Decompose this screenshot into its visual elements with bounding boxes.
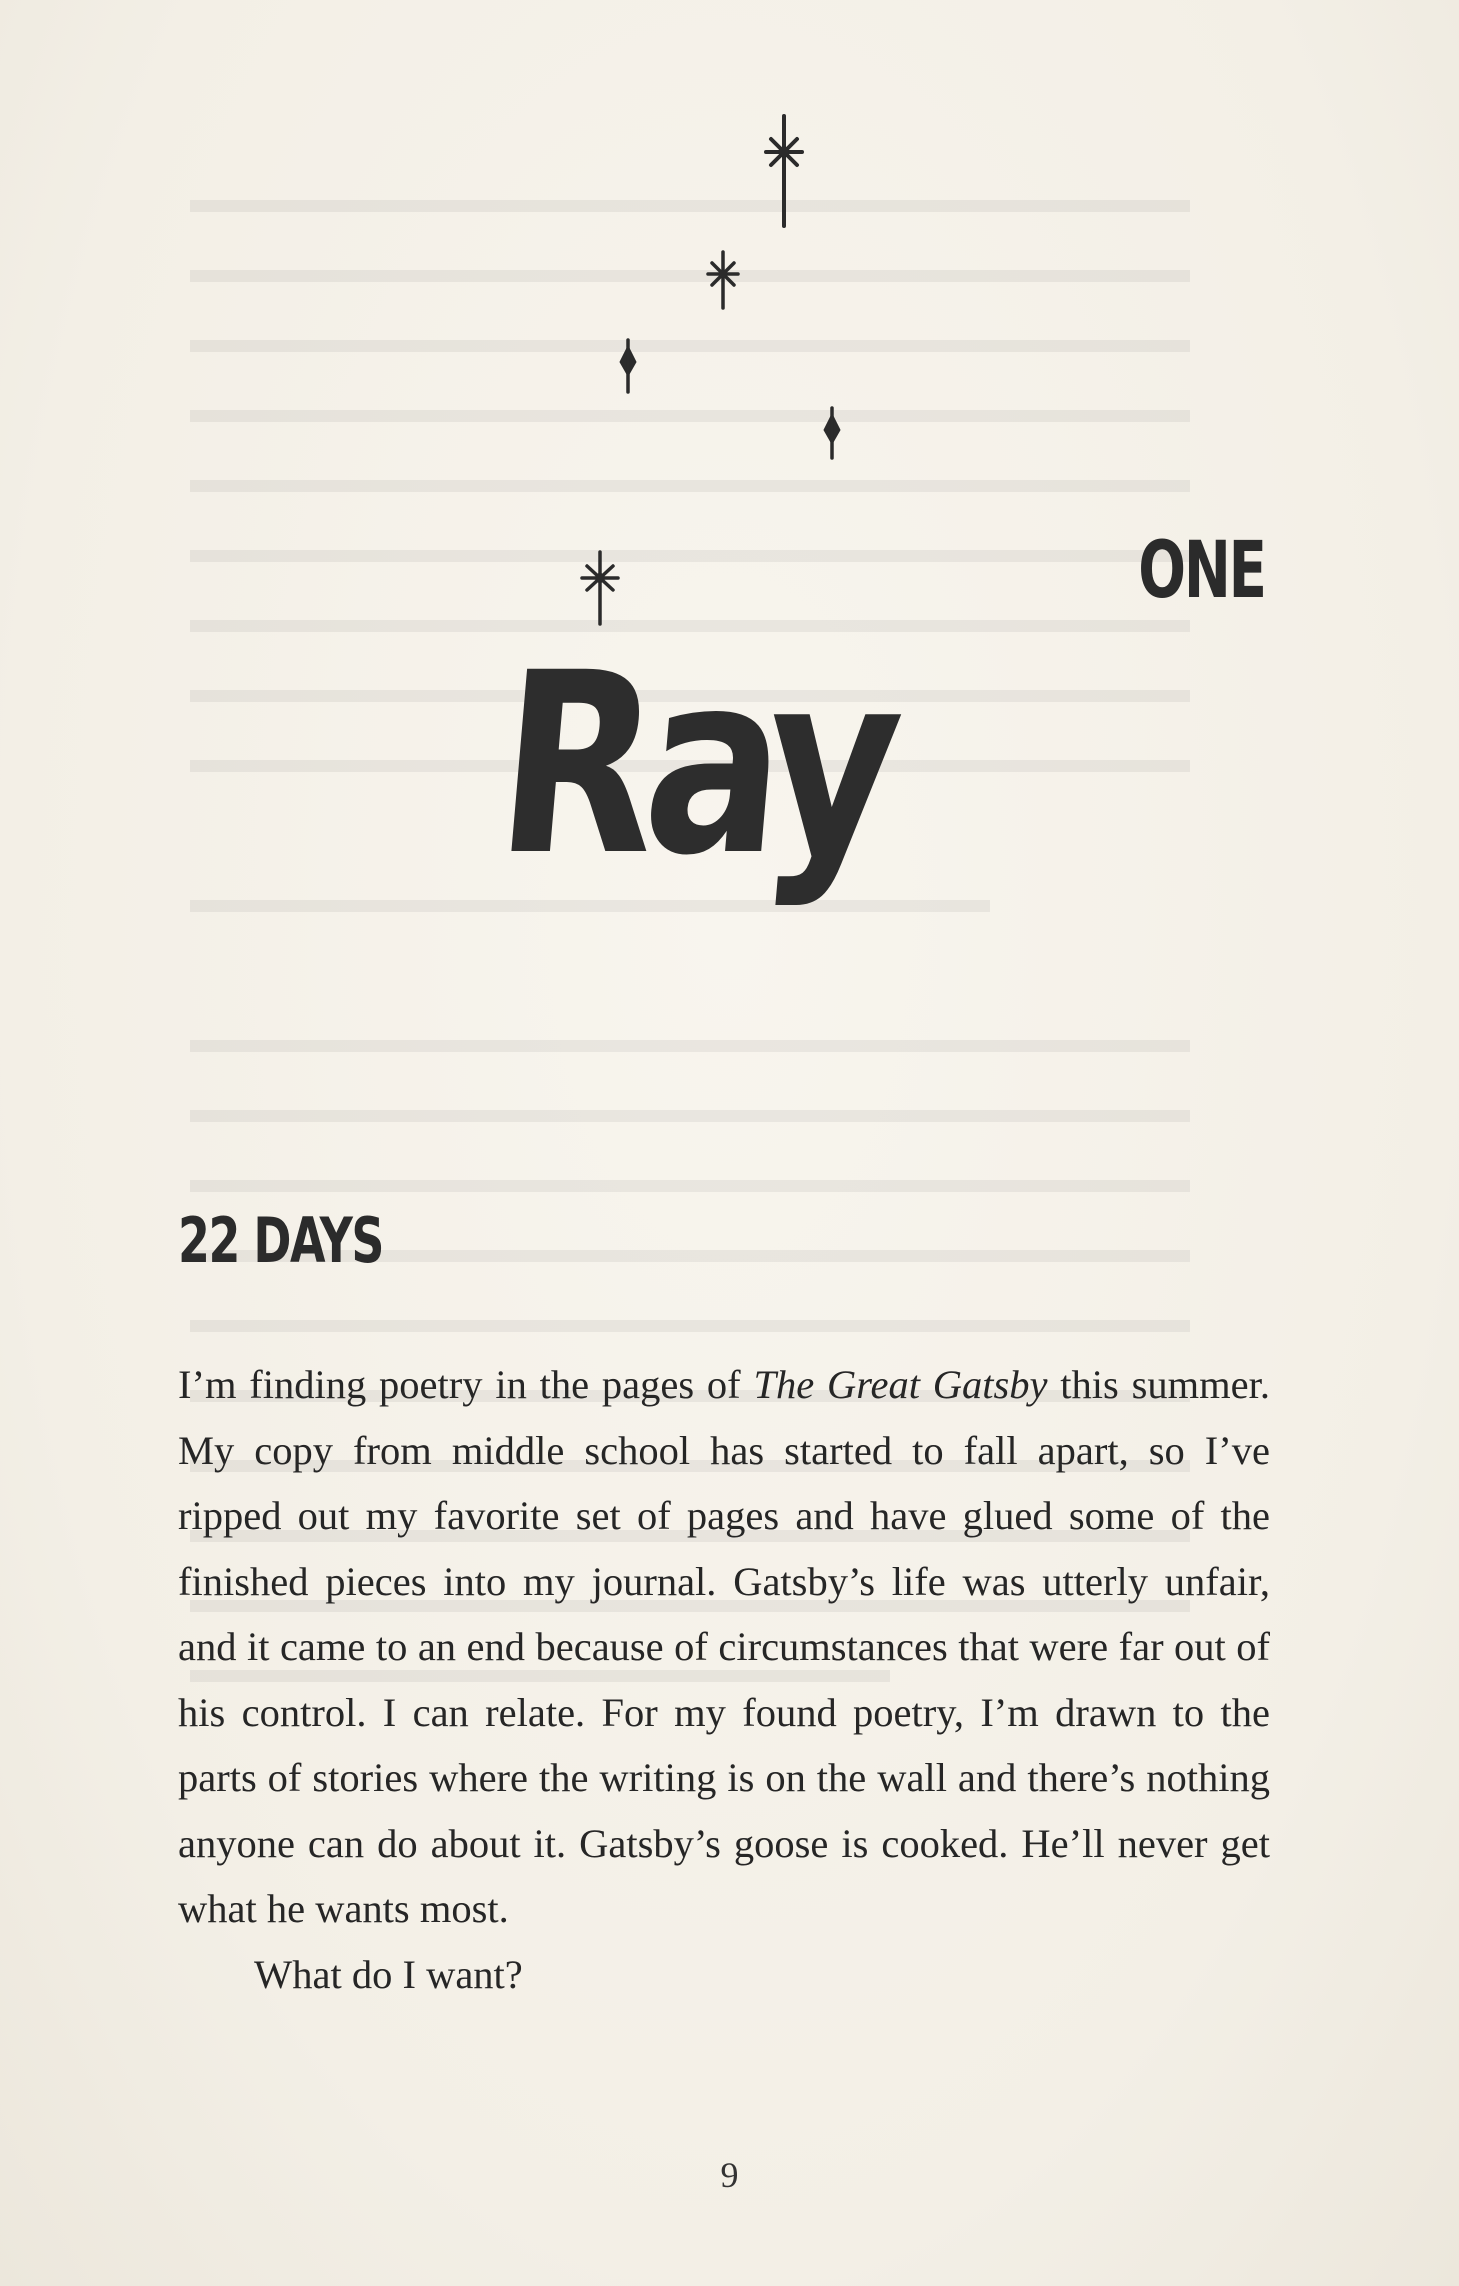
star-icon-1 (766, 116, 802, 226)
paragraph-2: What do I want? (254, 1951, 523, 1997)
star-icon-5 (582, 552, 618, 624)
section-heading: 22 DAYS (178, 1204, 383, 1277)
chapter-number: ONE (1138, 526, 1265, 616)
book-title: The Great Gatsby (753, 1362, 1048, 1407)
star-icon-2 (708, 252, 738, 308)
paragraph-1: I’m finding poetry in the pages of The Great Gatsby this summer. My copy from middle school has started to fall apart, so I’ve ripped out my favorite set of pages and have glued some of the finished pieces into my journal. Gatsby’s life was utterly unfair, and it came to an end because of circumstances that were far out of his control. I can relate. For my found poetry, I’m drawn to the parts of stories where the writing is on the wall and there’s nothing anyone can do about it. Gatsby’s goose is cooked. He’ll never get what he wants most. (178, 1362, 1270, 1931)
star-icon-4 (824, 408, 840, 458)
page-number: 9 (720, 2155, 739, 2195)
chapter-title: Ray (487, 619, 902, 910)
body-text (178, 1352, 1270, 2007)
star-icon-3 (620, 340, 636, 392)
